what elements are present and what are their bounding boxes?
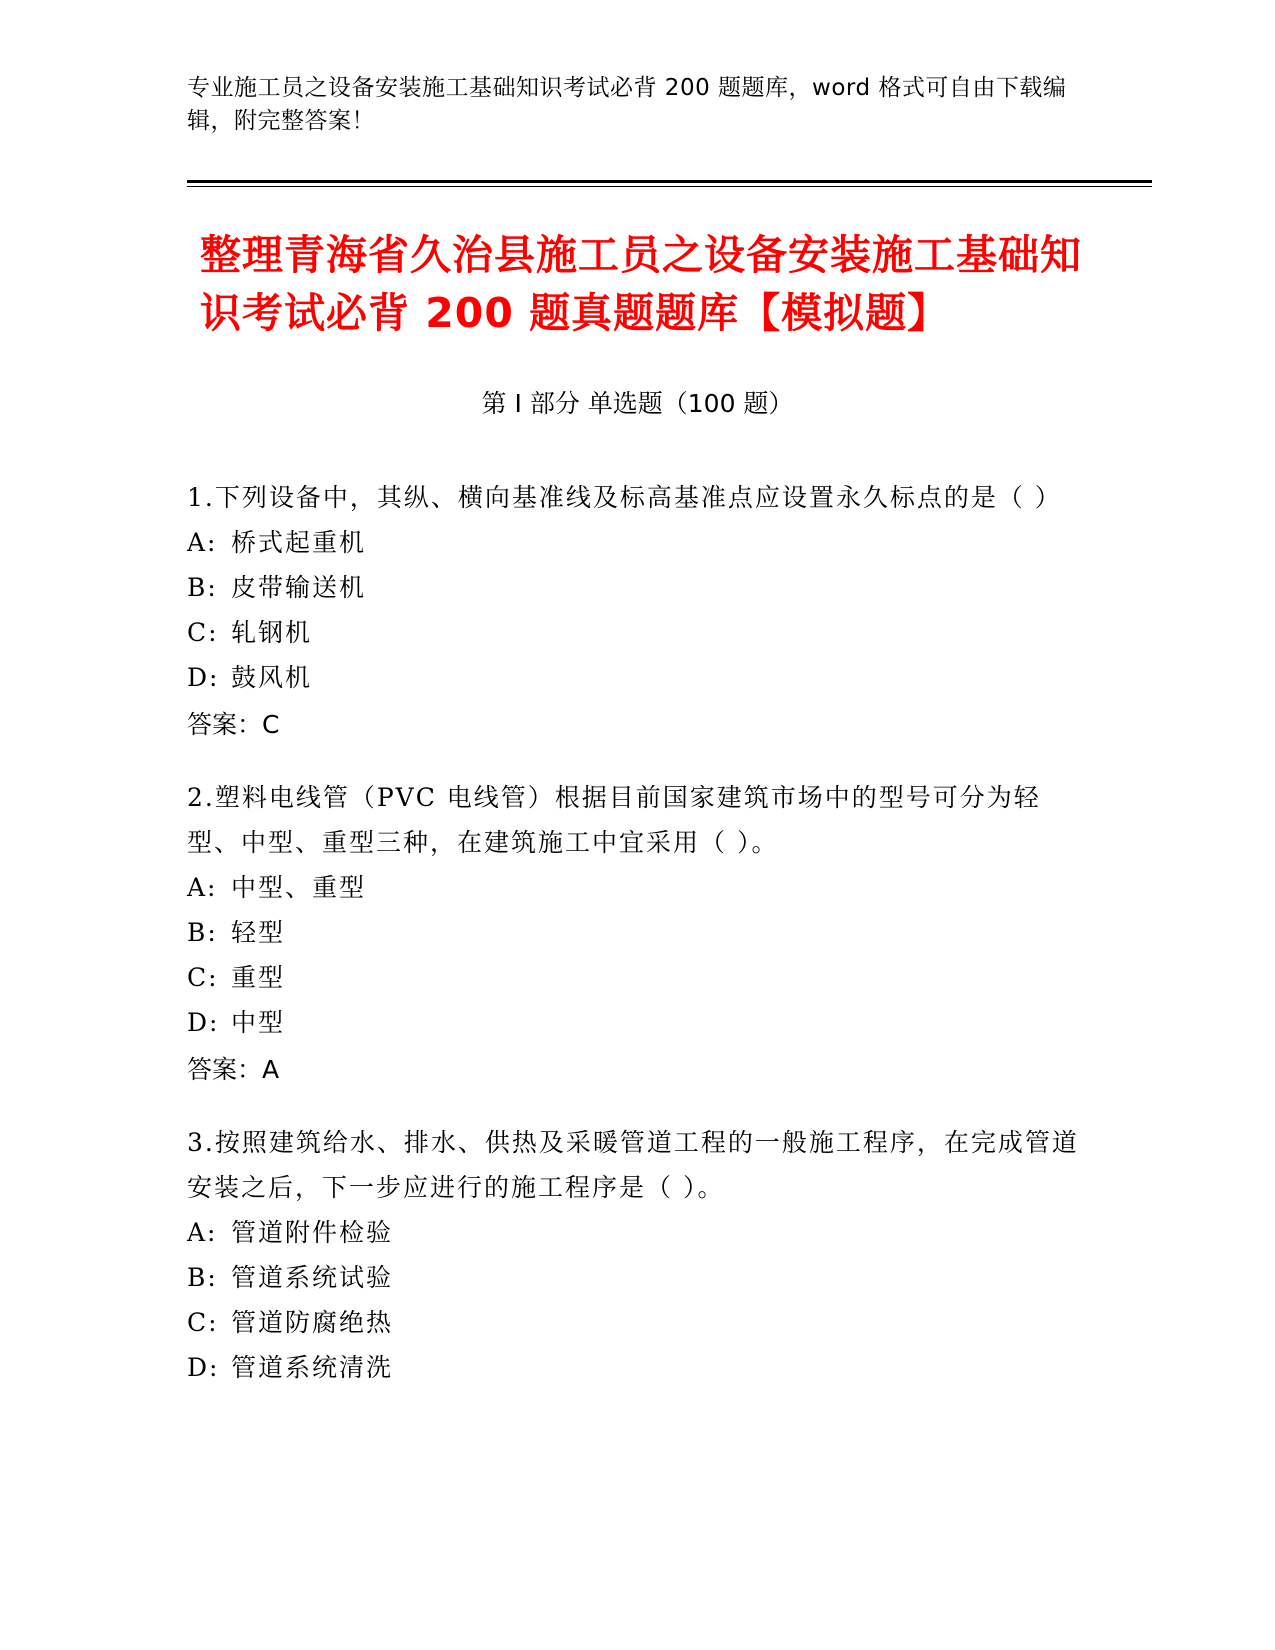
question-list: [187, 475, 1087, 1418]
option-letter: B:: [187, 918, 218, 947]
option-text: 重型: [231, 963, 286, 992]
option-text: 中型: [231, 1008, 286, 1037]
option-text: 鼓风机: [231, 663, 313, 692]
option-b: [187, 565, 1087, 610]
option-letter: A:: [187, 873, 218, 902]
option-letter: C:: [187, 963, 219, 992]
option-b: [187, 910, 1087, 955]
option-c: [187, 955, 1087, 1000]
section-heading: 第 I 部分 单选题（100 题）: [481, 389, 794, 418]
option-text: 中型、重型: [231, 873, 367, 902]
option-d: [187, 655, 1087, 700]
option-d: [187, 1345, 1087, 1390]
answer: 答案：C: [187, 710, 280, 739]
question-stem: 1.下列设备中，其纵、横向基准线及标高基准点应设置永久标点的是（ ）: [187, 483, 1062, 512]
option-text: 轻型: [231, 918, 286, 947]
option-letter: B:: [187, 573, 218, 602]
option-c: [187, 1300, 1087, 1345]
question-1: [187, 475, 1087, 747]
header-note: 专业施工员之设备安装施工基础知识考试必背 200 题题库，word 格式可自由下载编辑，附完整答案！: [187, 75, 1067, 134]
option-letter: D:: [187, 1353, 220, 1382]
option-letter: D:: [187, 1008, 220, 1037]
option-letter: B:: [187, 1263, 218, 1292]
option-a: [187, 865, 1087, 910]
option-letter: C:: [187, 618, 219, 647]
option-text: 皮带输送机: [231, 573, 367, 602]
option-text: 轧钢机: [231, 618, 313, 647]
option-text: 管道系统清洗: [231, 1353, 394, 1382]
option-letter: A:: [187, 528, 218, 557]
option-b: [187, 1255, 1087, 1300]
option-text: 管道附件检验: [231, 1218, 394, 1247]
question-2: [187, 775, 1087, 1092]
answer: 答案：A: [187, 1055, 280, 1084]
question-stem: 3.按照建筑给水、排水、供热及采暖管道工程的一般施工程序，在完成管道安装之后，下一步应进行的施工程序是（ ）。: [187, 1128, 1079, 1202]
option-d: [187, 1000, 1087, 1045]
option-a: [187, 1210, 1087, 1255]
option-text: 管道防腐绝热: [231, 1308, 394, 1337]
header-divider: [187, 180, 1152, 183]
option-a: [187, 520, 1087, 565]
option-letter: A:: [187, 1218, 218, 1247]
option-letter: C:: [187, 1308, 219, 1337]
option-text: 管道系统试验: [231, 1263, 394, 1292]
header-divider-thin: [187, 186, 1152, 187]
question-stem: 2.塑料电线管（PVC 电线管）根据目前国家建筑市场中的型号可分为轻型、中型、重型三种，在建筑施工中宜采用（ ）。: [187, 783, 1041, 857]
option-text: 桥式起重机: [231, 528, 367, 557]
option-c: [187, 610, 1087, 655]
document-title: 整理青海省久治县施工员之设备安装施工基础知识考试必背 200 题真题题库【模拟题】: [200, 231, 1082, 337]
question-3: [187, 1120, 1087, 1390]
option-letter: D:: [187, 663, 220, 692]
